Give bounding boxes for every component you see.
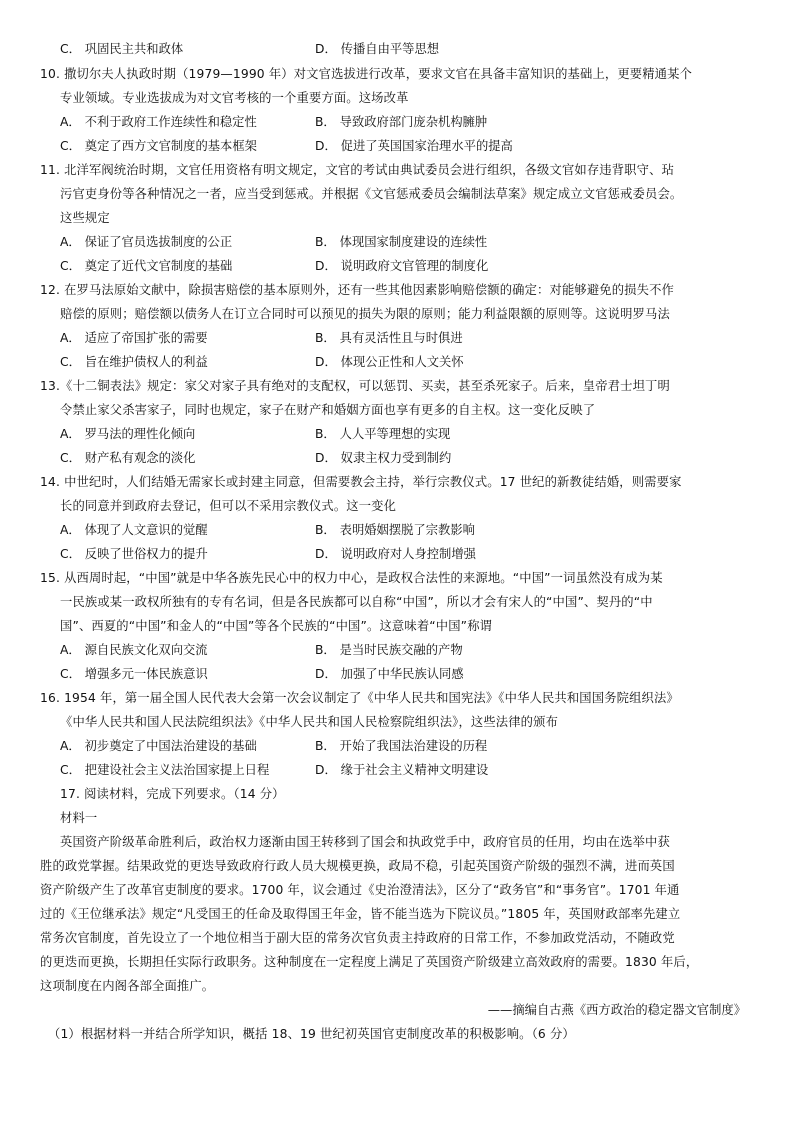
q17-material-line-6: 的更迭而更换，长期担任实际行政职务。这种制度在一定程度上满足了英国资产阶级建立高效政府的需要。1830 年后， [40,955,699,969]
q12-stem-line-2: 赔偿的原则；赔偿额以债务人在订立合同时可以预见的损失为限的原则；能力利益限额的原则等。这说明罗马法 [60,307,670,321]
q13-stem-line-2: 令禁止家父杀害家子，同时也规定，家子在财产和婚姻方面也享有更多的自主权。这一变化反映了 [60,403,596,417]
q11-stem-line-1: 11. 北洋军阀统治时期，文官任用资格有明文规定，文官的考试由典试委员会进行组织，各级文官如存违背职守、玷 [40,163,674,177]
q17-title: 17. 阅读材料，完成下列要求。（14 分） [60,787,285,801]
q17-material-label: 材料一 [60,811,98,825]
q17-material-line-3: 资产阶级产生了改革官吏制度的要求。1700 年，议会通过《史治澄清法》，区分了“政务官”和“事务官”。1701 年通 [40,883,680,897]
q17-source-citation: ——摘编自古燕《西方政治的稳定器文官制度》 [487,1003,746,1017]
q15-option-d: D． 加强了中华民族认同感 [315,667,464,681]
q11-option-a: A． 保证了官员选拔制度的公正 [60,235,233,249]
q15-stem-line-3: 国”、西夏的“中国”和金人的“中国”等各个民族的“中国”。这意味着“中国”称谓 [60,619,493,633]
q16-stem-line-1: 16. 1954 年，第一届全国人民代表大会第一次会议制定了《中华人民共和国宪法》《中华人民共和国国务院组织法》 [40,691,679,705]
q11-option-d: D． 说明政府文官管理的制度化 [315,259,489,273]
q13-option-c: C． 财产私有观念的淡化 [60,451,196,465]
q15-option-b: B． 是当时民族交融的产物 [315,643,463,657]
q13-option-d: D． 奴隶主权力受到制约 [315,451,452,465]
q11-stem-line-3: 这些规定 [60,211,110,225]
q15-option-c: C． 增强多元一体民族意识 [60,667,208,681]
q11-option-b: B． 体现国家制度建设的连续性 [315,235,488,249]
q16-option-c: C． 把建设社会主义法治国家提上日程 [60,763,270,777]
q16-option-b: B． 开始了我国法治建设的历程 [315,739,488,753]
q12-stem-line-1: 12. 在罗马法原始文献中，除损害赔偿的基本原则外，还有一些其他因素影响赔偿额的确定：对能够避免的损失不作 [40,283,674,297]
q17-material-line-4: 过的《王位继承法》规定“凡受国王的任命及取得国王年金，皆不能当选为下院议员。”1805 年，英国财政部率先建立 [40,907,681,921]
q12-option-d: D． 体现公正性和人文关怀 [315,355,464,369]
q15-stem-line-2: 一民族或某一政权所独有的专有名词，但是各民族都可以自称“中国”，所以才会有宋人的“中国”、契丹的“中 [60,595,653,609]
q15-option-a: A． 源自民族文化双向交流 [60,643,208,657]
q10-option-d: D． 促进了英国国家治理水平的提高 [315,139,513,153]
q14-option-a: A． 体现了人文意识的觉醒 [60,523,208,537]
q12-option-b: B． 具有灵活性且与时俱进 [315,331,463,345]
q14-stem-line-2: 长的同意并到政府去登记，但可以不采用宗教仪式。这一变化 [60,499,397,513]
q13-option-b: B． 人人平等理想的实现 [315,427,451,441]
q11-option-c: C． 奠定了近代文官制度的基础 [60,259,233,273]
q12-option-c: C． 旨在维护债权人的利益 [60,355,208,369]
q12-option-a: A． 适应了帝国扩张的需要 [60,331,208,345]
q16-option-a: A． 初步奠定了中国法治建设的基础 [60,739,257,753]
q10-stem-line-2: 专业领域。专业选拔成为对文官考核的一个重要方面。这场改革 [60,91,409,105]
q14-option-b: B． 表明婚姻摆脱了宗教影响 [315,523,475,537]
q11-stem-line-2: 污官吏身份等各种情况之一者，应当受到惩戒。并根据《文官惩戒委员会编制法草案》规定成立文官惩戒委员会。 [60,187,683,201]
q16-option-d: D． 缘于社会主义精神文明建设 [315,763,489,777]
q17-subquestion-1: （1）根据材料一并结合所学知识，概括 18、19 世纪初英国官吏制度改革的积极影响。（6 分） [48,1027,575,1041]
q9-option-d: D． 传播自由平等思想 [315,42,440,56]
q15-stem-line-1: 15. 从西周时起，“中国”就是中华各族先民心中的权力中心，是政权合法性的来源地。“中国”一词虽然没有成为某 [40,571,663,585]
q16-stem-line-2: 《中华人民共和国人民法院组织法》《中华人民共和国人民检察院组织法》，这些法律的颁布 [60,715,559,729]
q17-material-line-1: 英国资产阶级革命胜利后，政治权力逐渐由国王转移到了国会和执政党手中，政府官员的任用，均由在选举中获 [60,835,670,849]
q17-material-line-2: 胜的政党掌握。结果政党的更迭导致政府行政人员大规模更换，政局不稳，引起英国资产阶级的强烈不满，进而英国 [40,859,675,873]
q14-option-d: D． 说明政府对人身控制增强 [315,547,476,561]
q13-option-a: A． 罗马法的理性化倾向 [60,427,196,441]
q17-material-line-5: 常务次官制度，首先设立了一个地位相当于副大臣的常务次官负责主持政府的日常工作，不参加政党活动，不随政党 [40,931,675,945]
q14-stem-line-1: 14. 中世纪时，人们结婚无需家长或封建主同意，但需要教会主持，举行宗教仪式。17 世纪的新教徒结婚，则需要家 [40,475,682,489]
q10-stem-line-1: 10. 撒切尔夫人执政时期（1979—1990 年）对文官选拔进行改革，要求文官在具备丰富知识的基础上，更要精通某个 [40,67,693,81]
q17-material-line-7: 这项制度在内阁各部全面推广。 [40,979,215,993]
q14-option-c: C． 反映了世俗权力的提升 [60,547,208,561]
q13-stem-line-1: 13.《十二铜表法》规定：家父对家子具有绝对的支配权，可以惩罚、买卖，甚至杀死家子。后来，皇帝君士坦丁明 [40,379,670,393]
q10-option-b: B． 导致政府部门庞杂机构臃肿 [315,115,488,129]
q9-option-c: C． 巩固民主共和政体 [60,42,184,56]
q10-option-a: A． 不利于政府工作连续性和稳定性 [60,115,257,129]
q10-option-c: C． 奠定了西方文官制度的基本框架 [60,139,257,153]
